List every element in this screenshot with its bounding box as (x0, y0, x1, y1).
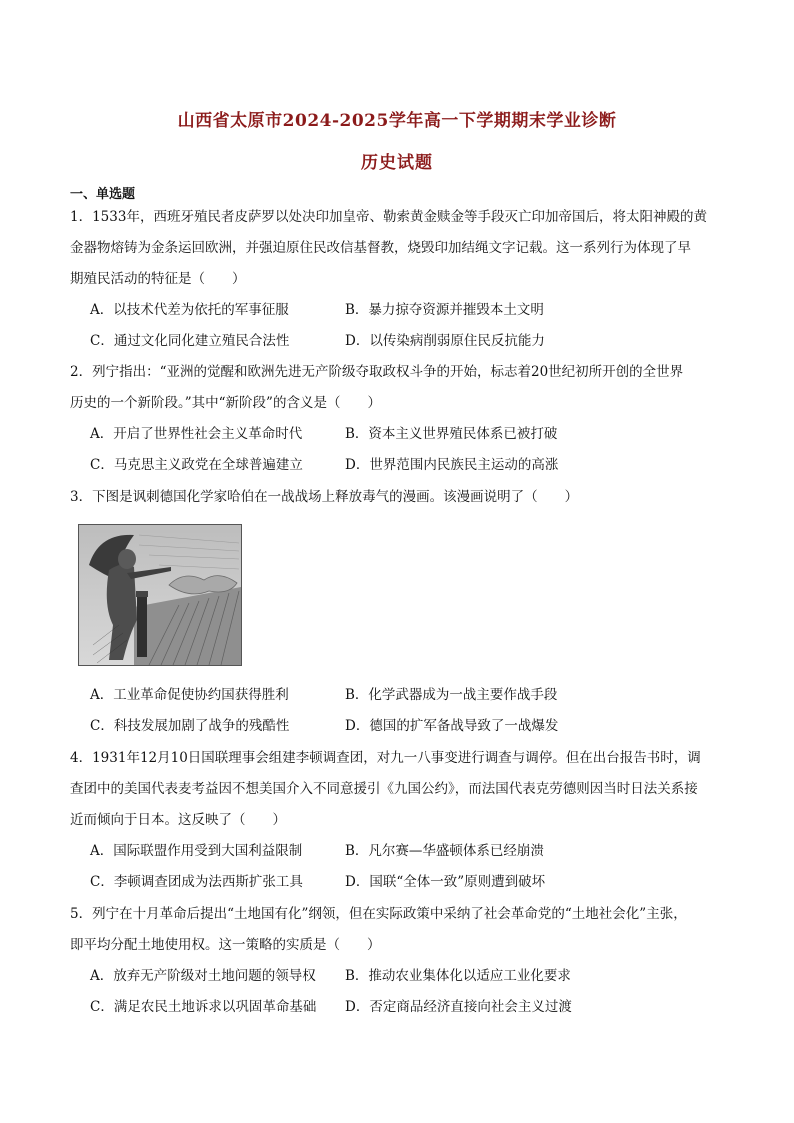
q5-option-c[interactable]: C．满足农民土地诉求以巩固革命基础 (90, 999, 317, 1015)
q1-stem-line: 期殖民活动的特征是（ ） (70, 271, 246, 287)
q4-stem-line: 近而倾向于日本。这反映了（ ） (70, 812, 286, 828)
q1-stem-line: 金器物熔铸为金条运回欧洲，并强迫原住民改信基督教，烧毁印加结绳文字记载。这一系列行为体现了早 (70, 240, 691, 256)
q4-option-a[interactable]: A．国际联盟作用受到大国利益限制 (90, 843, 303, 859)
q3-option-c[interactable]: C．科技发展加剧了战争的残酷性 (90, 718, 290, 734)
q4-stem-line: 4．1931年12月10日国联理事会组建李顿调查团，对九一八事变进行调查与调停。但在出台报告书时，调 (70, 750, 701, 766)
q5-option-b[interactable]: B．推动农业集体化以适应工业化要求 (345, 968, 571, 984)
q1-stem-line: 1．1533年，西班牙殖民者皮萨罗以处决印加皇帝、勒索黄金赎金等手段灭亡印加帝国后，将太阳神殿的黄 (70, 209, 707, 225)
q5-stem-line: 即平均分配土地使用权。这一策略的实质是（ ） (70, 937, 381, 953)
q1-option-b[interactable]: B．暴力掠夺资源并摧毁本土文明 (345, 302, 544, 318)
q4-option-c[interactable]: C．李顿调查团成为法西斯扩张工具 (90, 874, 303, 890)
q5-stem-line: 5．列宁在十月革命后提出“土地国有化”纲领，但在实际政策中采纳了社会革命党的“土地社会化”主张， (70, 906, 687, 922)
q4-stem-line: 查团中的美国代表麦考益因不想美国介入不同意援引《九国公约》，而法国代表克劳德则因当时日法关系接 (70, 781, 698, 797)
q2-stem-line: 2．列宁指出：“亚洲的觉醒和欧洲先进无产阶级夺取政权斗争的开始，标志着20世纪初所开创的全世界 (70, 364, 684, 380)
q5-option-d[interactable]: D．否定商品经济直接向社会主义过渡 (345, 999, 572, 1015)
q1-option-d[interactable]: D．以传染病削弱原住民反抗能力 (345, 333, 545, 349)
q3-option-b[interactable]: B．化学武器成为一战主要作战手段 (345, 687, 558, 703)
section-heading: 一、单选题 (70, 187, 136, 202)
q3-option-d[interactable]: D．德国的扩军备战导致了一战爆发 (345, 718, 559, 734)
q3-option-a[interactable]: A．工业革命促使协约国获得胜利 (90, 687, 289, 703)
document-title: 山西省太原市2024-2025学年高一下学期期末学业诊断 (177, 111, 617, 131)
q2-option-c[interactable]: C．马克思主义政党在全球普遍建立 (90, 457, 303, 473)
q3-stem-line: 3．下图是讽刺德国化学家哈伯在一战战场上释放毒气的漫画。该漫画说明了（ ） (70, 489, 579, 505)
q1-option-a[interactable]: A．以技术代差为依托的军事征服 (90, 302, 289, 318)
document-subtitle: 历史试题 (361, 153, 433, 173)
q4-option-b[interactable]: B．凡尔赛—华盛顿体系已经崩溃 (345, 843, 544, 859)
q2-option-a[interactable]: A．开启了世界性社会主义革命时代 (90, 426, 303, 442)
q4-option-d[interactable]: D．国联“全体一致”原则遭到破坏 (345, 874, 546, 890)
q2-option-b[interactable]: B．资本主义世界殖民体系已被打破 (345, 426, 558, 442)
q1-option-c[interactable]: C．通过文化同化建立殖民合法性 (90, 333, 290, 349)
q2-option-d[interactable]: D．世界范围内民族民主运动的高涨 (345, 457, 559, 473)
q2-stem-line: 历史的一个新阶段。”其中“新阶段”的含义是（ ） (70, 395, 381, 411)
gas-warfare-cartoon-image (78, 524, 242, 666)
q5-option-a[interactable]: A．放弃无产阶级对土地问题的领导权 (90, 968, 316, 984)
